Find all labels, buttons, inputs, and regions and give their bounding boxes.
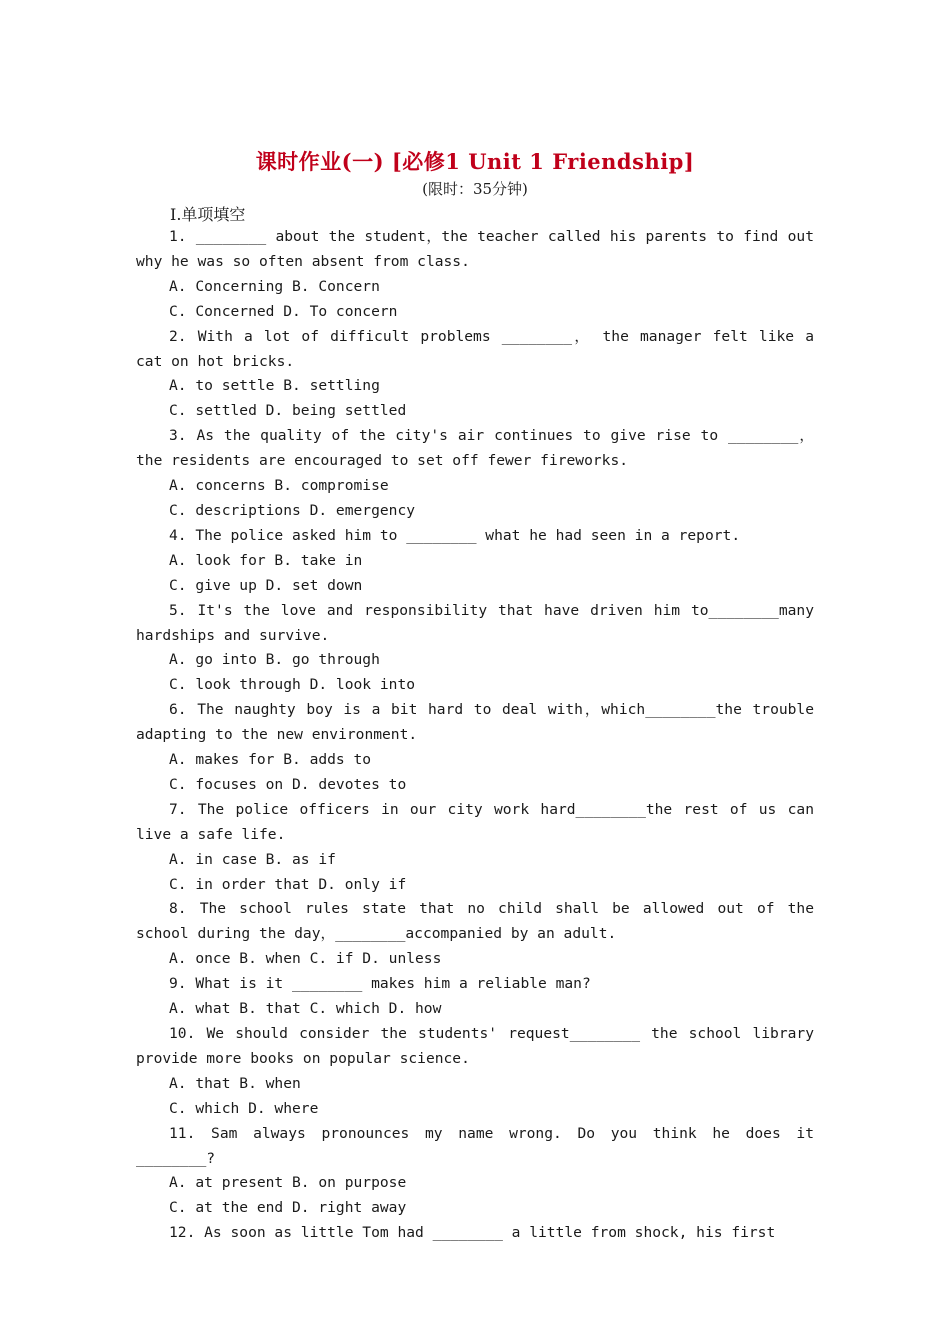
question-8: 8. The school rules state that no child shall be allowed out of the school during the day，________accompanied by an adult. <box>136 900 814 943</box>
question-11-options-line: C. at the end D. right away <box>169 1199 407 1217</box>
question-9-options-line: A. what B. that C. which D. how <box>169 1000 442 1018</box>
question-4-options-line: C. give up D. set down <box>169 576 363 594</box>
question-8-options-line: A. once B. when C. if D. unless <box>169 950 442 968</box>
question-6-options-line: A. makes for B. adds to <box>169 751 372 769</box>
question-3-options-line: A. concerns B. compromise <box>169 477 389 495</box>
question-2-options-line: A. to settle B. settling <box>169 377 380 395</box>
question-10-options-line: C. which D. where <box>169 1099 319 1117</box>
question-9: 9. What is it ________ makes him a reliable man? <box>169 975 591 993</box>
question-4-options-line: A. look for B. take in <box>169 551 363 569</box>
question-5-options-line: C. look through D. look into <box>169 676 416 694</box>
question-3: 3. As the quality of the city's air continues to give rise to ________， the residents are encouraged to set off fewer fireworks. <box>136 427 814 470</box>
question-3-options-line: C. descriptions D. emergency <box>169 501 416 519</box>
question-6-options-line: C. focuses on D. devotes to <box>169 775 407 793</box>
question-7-options-line: A. in case B. as if <box>169 850 336 868</box>
question-1: 1. ________ about the student，the teacher called his parents to find out why he was so often absent from class. <box>136 228 814 270</box>
question-5: 5. It's the love and responsibility that have driven him to________many hardships and survive. <box>136 601 814 644</box>
question-6: 6. The naughty boy is a bit hard to deal with，which________the trouble adapting to the new environment. <box>136 701 814 744</box>
time-limit: (限时：35分钟) <box>422 180 528 198</box>
question-11-options-line: A. at present B. on purpose <box>169 1174 407 1192</box>
page-title: 课时作业(一) [必修1 Unit 1 Friendship] <box>255 149 695 174</box>
question-11: 11. Sam always pronounces my name wrong. Do you think he does it ________? <box>136 1124 814 1167</box>
question-1-options-line: A. Concerning B. Concern <box>169 277 380 295</box>
question-7-options-line: C. in order that D. only if <box>169 875 407 893</box>
question-10: 10. We should consider the students' request________ the school library provide more books on popular science. <box>136 1025 814 1067</box>
section-heading: Ⅰ.单项填空 <box>170 205 246 224</box>
question-5-options-line: A. go into B. go through <box>169 651 380 669</box>
question-2: 2. With a lot of difficult problems ________， the manager felt like a cat on hot bricks. <box>136 327 814 370</box>
question-12: 12. As soon as little Tom had ________ a little from shock, his first <box>169 1224 776 1242</box>
question-10-options-line: A. that B. when <box>169 1074 301 1092</box>
question-1-options-line: C. Concerned D. To concern <box>169 302 398 320</box>
question-4: 4. The police asked him to ________ what he had seen in a report. <box>169 526 741 544</box>
question-7: 7. The police officers in our city work hard________the rest of us can live a safe life. <box>136 800 814 843</box>
question-2-options-line: C. settled D. being settled <box>169 402 407 420</box>
question-list <box>136 225 814 1246</box>
